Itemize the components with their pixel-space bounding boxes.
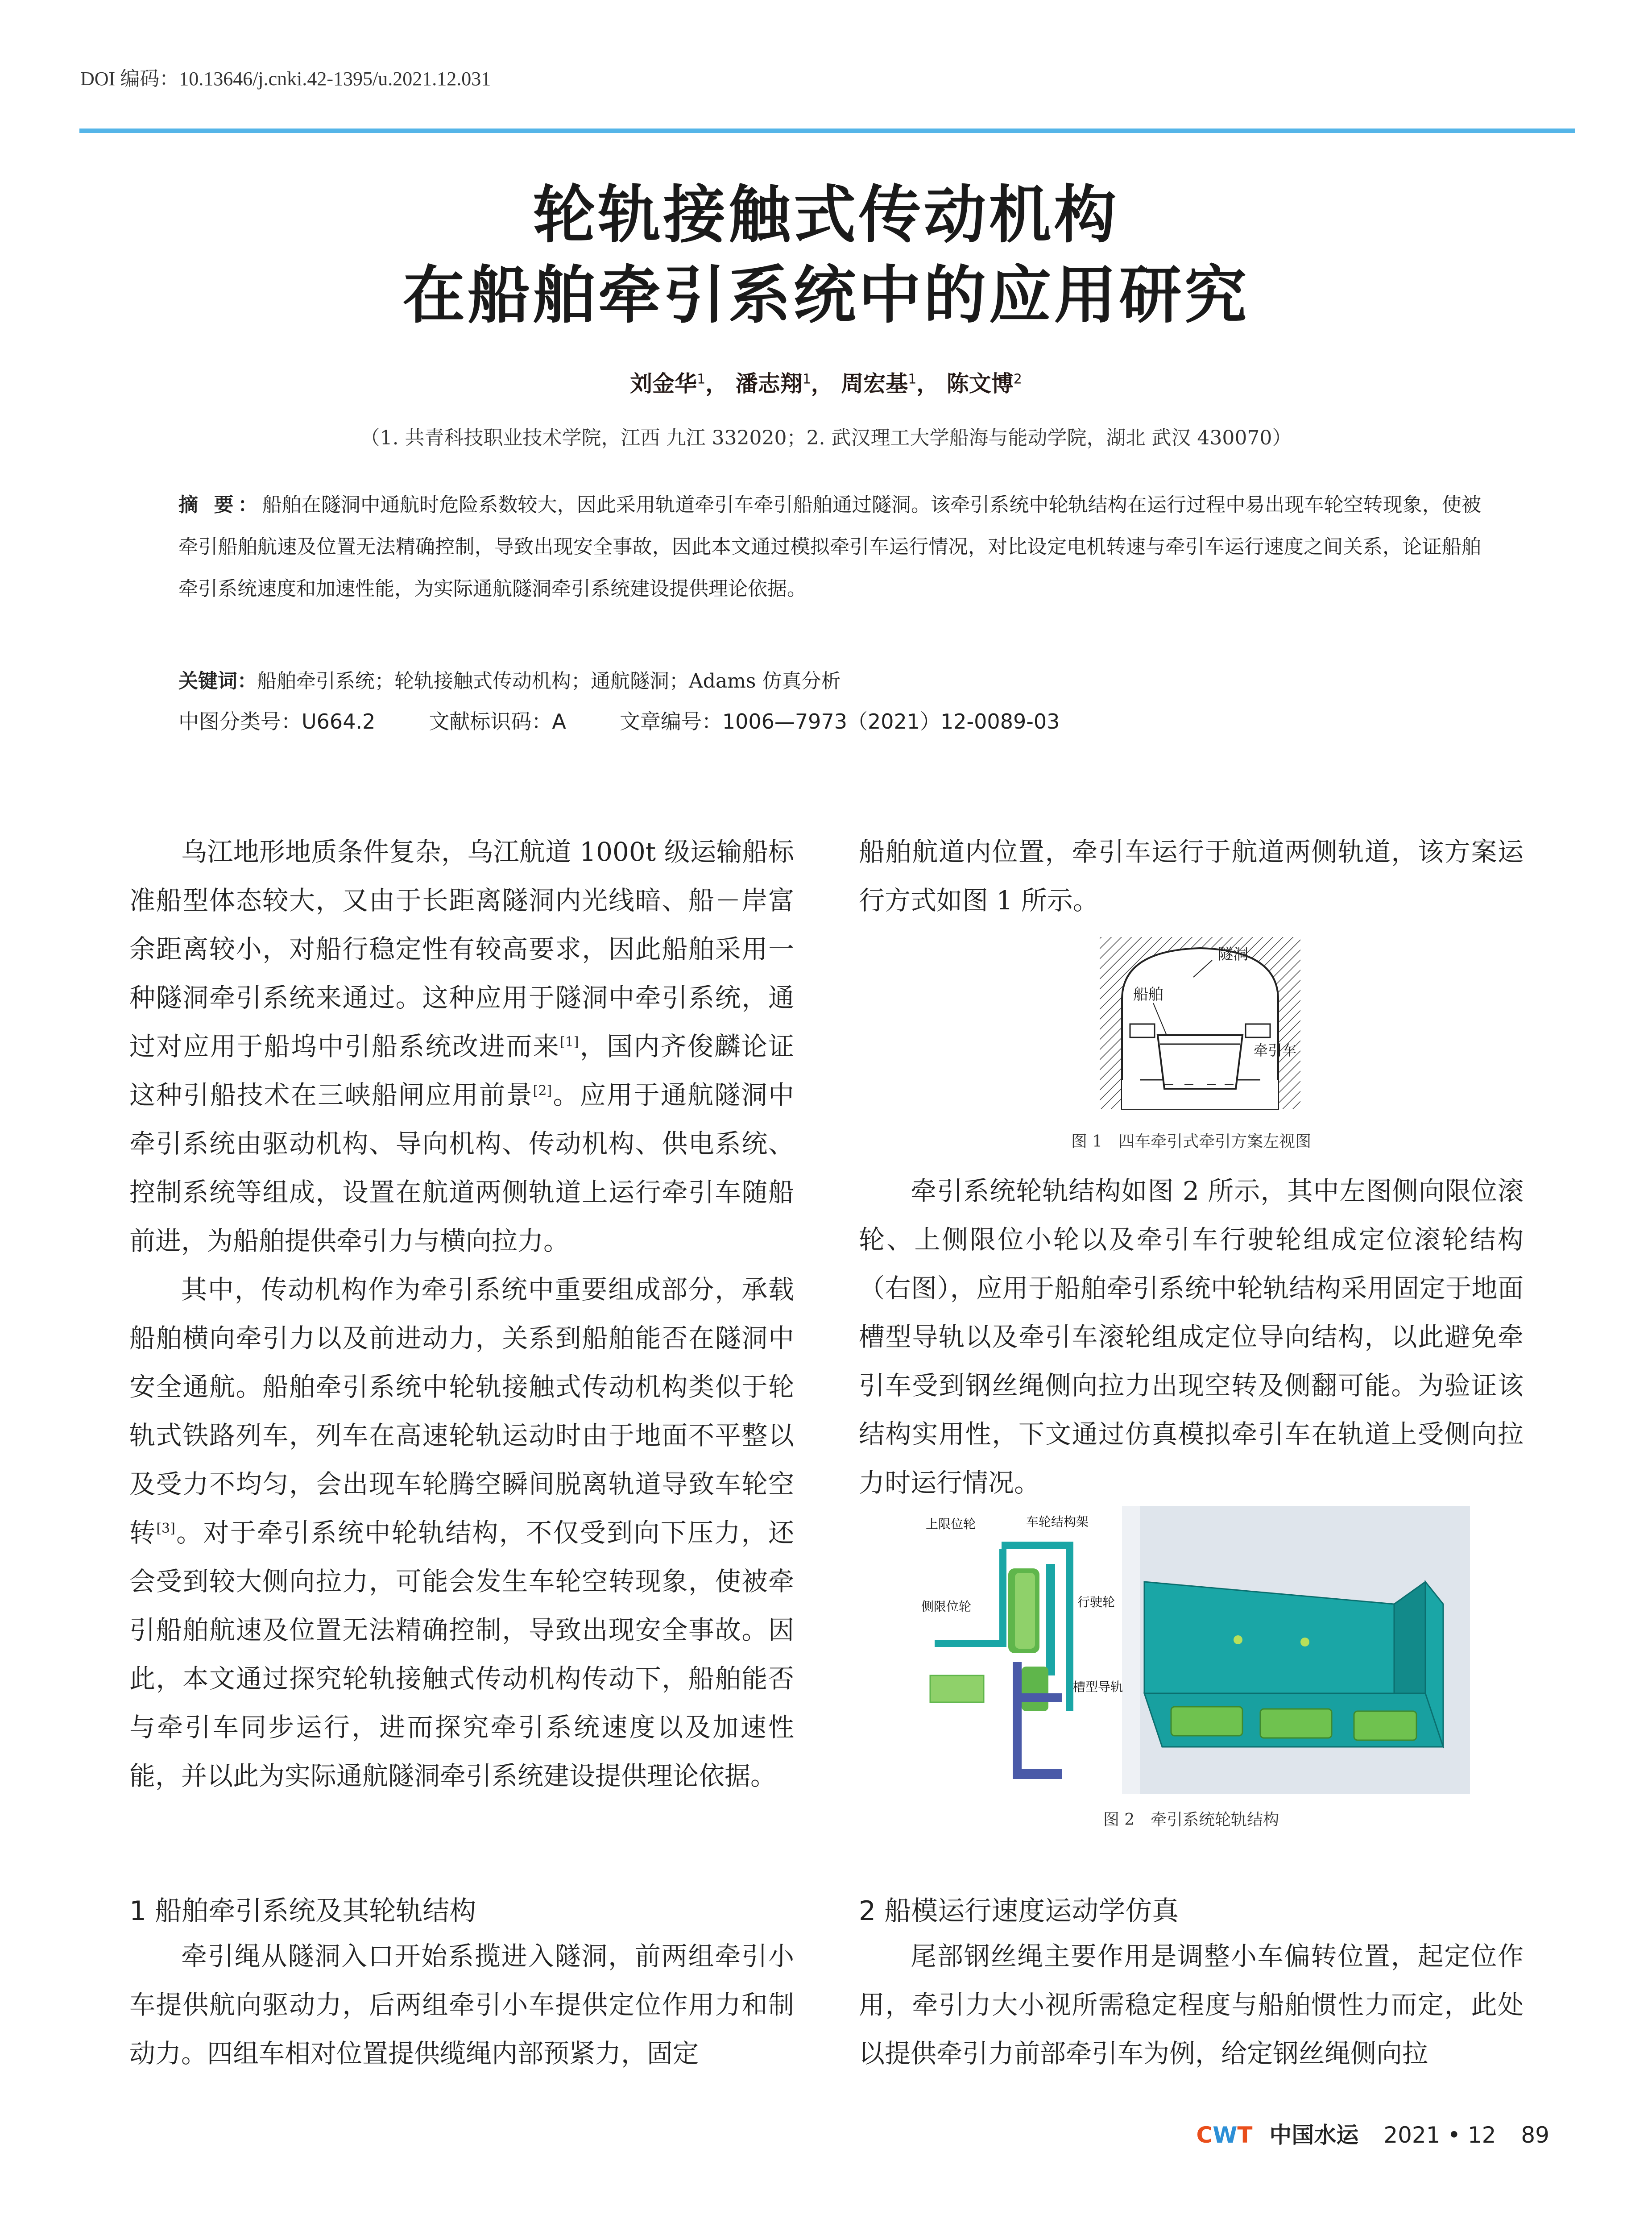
- section-heading-2: 2 船模运行速度运动学仿真: [859, 1895, 1179, 1927]
- author-affil-mark: 1: [908, 371, 917, 387]
- paragraph-text: ，国内齐俊麟论证这种引船技术在三峡船闸应用前景: [129, 1031, 794, 1110]
- title-line-1: 轮轨接触式传动机构: [533, 179, 1119, 252]
- paragraph-text: 乌江地形地质条件复杂，乌江航道 1000t 级运输船标准船型体态较大，又由于长距离隧洞内光线暗、船－岸富余距离较小，对船行稳定性有较高要求，因此船舶采用一种隧洞牵引系统来通过。这种应用于隧洞中牵引系统，通过对应用于船坞中引船系统改进而来: [129, 837, 794, 1062]
- paragraph-text: 。对于牵引系统中轮轨结构，不仅受到向下压力，还会受到较大侧向拉力，可能会发生车轮空转现象，使被牵引船舶航速及位置无法精确控制，导致出现安全事故。因此，本文通过探究轮轨接触式传动机构传动下，船舶能否与牵引车同步运行，进而探究牵引系统速度以及加速性能，并以此为实际通航隧洞牵引系统建设提供理论依据。: [129, 1518, 794, 1791]
- affiliation: （1. 共青科技职业技术学院，江西 九江 332020；2. 武汉理工大学船海与能动学院，湖北 武汉 430070）: [360, 427, 1292, 449]
- paragraph-text: 。应用于通航隧洞中牵引系统由驱动机构、导向机构、传动机构、供电系统、控制系统等组成，设置在航道两侧轨道上运行牵引车随船前进，为船舶提供牵引力与横向拉力。: [129, 1080, 794, 1256]
- issue-number: 2021 • 12: [1383, 2122, 1496, 2148]
- keywords: [178, 660, 1481, 702]
- author-name: 陈文博: [946, 371, 1014, 397]
- right-column-middle: [859, 1167, 1524, 1507]
- left-column-intro: [129, 828, 794, 1800]
- author-name: 潘志翔: [735, 371, 803, 397]
- classification-line: [178, 701, 1481, 742]
- right-column-section2: [859, 1932, 1524, 2078]
- figure-2-caption: 图 2 牵引系统轮轨结构: [1103, 1811, 1279, 1829]
- label-drive-wheel: 行驶轮: [1077, 1595, 1115, 1609]
- author-name: 刘金华: [630, 371, 697, 397]
- section-heading-1: 1 船舶牵引系统及其轮轨结构: [129, 1895, 476, 1927]
- keywords-text: 船舶牵引系统；轮轨接触式传动机构；通航隧洞；Adams 仿真分析: [257, 670, 841, 693]
- journal-logo: CWT: [1196, 2122, 1253, 2148]
- paragraph: 牵引绳从隧洞入口开始系揽进入隧洞，前两组牵引小车提供航向驱动力，后两组牵引小车提供定位作用力和制动力。四组车相对位置提供缆绳内部预紧力，固定: [129, 1941, 794, 2069]
- figure-1-caption: 图 1 四车牵引式牵引方案左视图: [1071, 1132, 1312, 1151]
- journal-name: 中国水运: [1269, 2122, 1359, 2148]
- header-rule: [79, 129, 1575, 133]
- author-affil-mark: 1: [697, 371, 706, 387]
- page-footer: [1197, 2117, 1549, 2149]
- paragraph: 尾部钢丝绳主要作用是调整小车偏转位置，起定位作用，牵引力大小视所需稳定程度与船舶惯性力而定，此处以提供牵引力前部牵引车为例，给定钢丝绳侧向拉: [859, 1941, 1524, 2069]
- article-number: 文章编号：1006—7973（2021）12-0089-03: [619, 709, 1060, 734]
- abstract-label: 摘 要：: [178, 493, 262, 516]
- reference-mark[interactable]: [1]: [559, 1034, 579, 1050]
- reference-mark[interactable]: [2]: [533, 1083, 552, 1099]
- label-ship: 船舶: [1133, 986, 1163, 1004]
- label-tunnel: 隧洞: [1218, 945, 1248, 963]
- author-name: 周宏基: [841, 371, 908, 397]
- paragraph: 牵引系统轮轨结构如图 2 所示，其中左图侧向限位滚轮、上侧限位小轮以及牵引车行驶轮组成定位滚轮结构（右图），应用于船舶牵引系统中轮轨结构采用固定于地面槽型导轨以及牵引车滚轮组成定位导向结构，以此避免牵引车受到钢丝绳侧向拉力出现空转及侧翻可能。为验证该结构实用性，下文通过仿真模拟牵引车在轨道上受侧向拉力时运行情况。: [859, 1176, 1524, 1498]
- label-tractor: 牵引车: [1254, 1042, 1297, 1059]
- label-channel-rail: 槽型导轨: [1073, 1679, 1123, 1694]
- paragraph: [129, 1265, 794, 1800]
- author-list: 刘金华$^1$， 潘志翔$^1$， 周宏基$^1$， 陈文博$^2$: [630, 371, 1022, 397]
- reference-mark[interactable]: [3]: [156, 1521, 175, 1536]
- page-number: 89: [1521, 2122, 1549, 2148]
- doi-line: DOI 编码：10.13646/j.cnki.42-1395/u.2021.12.031: [80, 68, 491, 90]
- keywords-label: 关键词：: [178, 670, 257, 693]
- label-wheel-frame: 车轮结构架: [1026, 1514, 1089, 1529]
- label-side-limit-wheel: 侧限位轮: [921, 1599, 972, 1614]
- title-line-2: 在船舶牵引系统中的应用研究: [402, 259, 1250, 332]
- author-affil-mark: 1: [802, 371, 811, 387]
- abstract: [178, 484, 1481, 610]
- author-affil-mark: 2: [1013, 371, 1022, 387]
- paragraph: [129, 828, 794, 1265]
- figure-2: [912, 1506, 1470, 1794]
- wheel-rail-diagram: [912, 1506, 1470, 1794]
- document-code: 文献标识码：A: [429, 709, 566, 734]
- abstract-text: 船舶在隧洞中通航时危险系数较大，因此采用轨道牵引车牵引船舶通过隧洞。该牵引系统中轮轨结构在运行过程中易出现车轮空转现象，使被牵引船舶航速及位置无法精确控制，导致出现安全事故，因此本文通过模拟牵引车运行情况，对比设定电机转速与牵引车运行速度之间关系，论证船舶牵引系统速度和加速性能，为实际通航隧洞牵引系统建设提供理论依据。: [178, 493, 1481, 600]
- label-upper-limit-wheel: 上限位轮: [926, 1517, 976, 1531]
- paragraph-text: 其中，传动机构作为牵引系统中重要组成部分，承载船舶横向牵引力以及前进动力，关系到船舶能否在隧洞中安全通航。船舶牵引系统中轮轨接触式传动机构类似于轮轨式铁路列车，列车在高速轮轨运动时由于地面不平整以及受力不均匀，会出现车轮腾空瞬间脱离轨道导致车轮空转: [129, 1274, 794, 1548]
- figure-1: [1095, 933, 1305, 1113]
- clc-number: 中图分类号：U664.2: [178, 709, 376, 734]
- paragraph: 船舶航道内位置，牵引车运行于航道两侧轨道，该方案运行方式如图 1 所示。: [859, 837, 1524, 916]
- right-column-top: [859, 828, 1524, 925]
- left-column-section1: [129, 1932, 794, 2078]
- tunnel-diagram: [1095, 933, 1305, 1113]
